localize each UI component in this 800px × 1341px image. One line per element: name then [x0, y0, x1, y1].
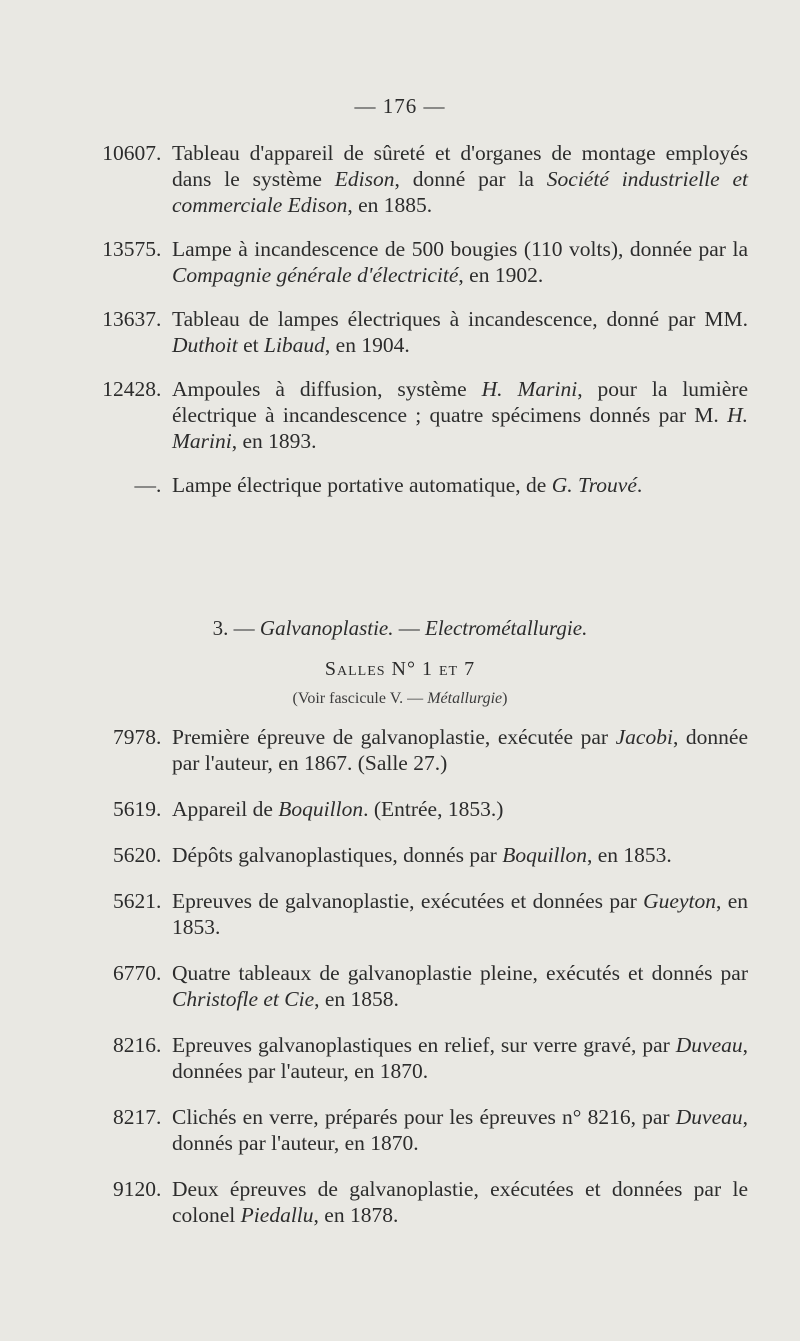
catalog-entry: [88, 472, 748, 498]
catalog-entry: [88, 1104, 748, 1156]
entry-text: Quatre tableaux de galvanoplastie pleine, exécutés et donnés par Christofle et Cie, en 1858.: [172, 961, 748, 1011]
entry-number: 12428: [102, 377, 156, 401]
entry-italic: Piedallu: [240, 1203, 314, 1227]
entry-italic: Boquillon: [278, 797, 364, 821]
catalog-entry: [88, 796, 748, 822]
entry-number: 7978: [113, 725, 156, 749]
entry-number: 9120: [113, 1177, 156, 1201]
entry-italic: H. Marini: [481, 377, 578, 401]
entry-list-upper: [88, 140, 748, 516]
catalog-entry: [88, 1032, 748, 1084]
catalog-entry: [88, 306, 748, 358]
entry-text: Clichés en verre, préparés pour les épreuves n° 8216, par Duveau, donnés par l'auteur, en 1870.: [172, 1105, 748, 1155]
page-number: — 176 —: [354, 94, 446, 118]
entry-number: —: [134, 473, 156, 497]
entry-number: 5620: [113, 843, 156, 867]
catalog-entry: [88, 888, 748, 940]
entry-number: 8217: [113, 1105, 156, 1129]
section-title-part1: Galvanoplastie.: [259, 616, 394, 640]
catalog-entry: [88, 236, 748, 288]
entry-separator: .: [156, 889, 162, 913]
entry-separator: .: [156, 377, 162, 401]
entry-italic: Duveau: [675, 1105, 743, 1129]
entry-italic: Christofle et Cie: [172, 987, 315, 1011]
entry-text: Dépôts galvanoplastiques, donnés par Boquillon, en 1853.: [172, 843, 672, 867]
entry-italic: Duthoit: [172, 333, 238, 357]
entry-separator: .: [156, 725, 162, 749]
hall-heading: Salles N° 1 et 7: [324, 658, 476, 680]
entry-number: 13575: [102, 237, 156, 261]
entry-separator: .: [156, 237, 162, 261]
entry-separator: .: [156, 141, 162, 165]
section-heading: [0, 616, 800, 641]
entry-text: Epreuves de galvanoplastie, exécutées et données par Gueyton, en 1853.: [172, 889, 748, 939]
entry-separator: .: [156, 797, 162, 821]
entry-text: Epreuves galvanoplastiques en relief, sur verre gravé, par Duveau, données par l'auteur, en 1870.: [172, 1033, 748, 1083]
section-title-part2: Electrométallurgie.: [425, 616, 588, 640]
entry-number: 13637: [102, 307, 156, 331]
entry-number: 8216: [113, 1033, 156, 1057]
catalog-entry: [88, 724, 748, 776]
entry-list-lower: [88, 724, 748, 1248]
entry-text: Tableau de lampes électriques à incandescence, donné par MM. Duthoit et Libaud, en 1904.: [172, 307, 748, 357]
entry-separator: .: [156, 843, 162, 867]
entry-italic: Duveau: [675, 1033, 743, 1057]
catalog-entry: [88, 376, 748, 454]
hall-note: (Voir fascicule V. — Métallurgie): [292, 690, 508, 707]
catalog-entry: [88, 960, 748, 1012]
entry-number: 5621: [113, 889, 156, 913]
entry-italic: H. Marini: [172, 403, 748, 453]
entry-italic: Boquillon: [502, 843, 588, 867]
entry-italic: Edison: [334, 167, 395, 191]
entry-text: Lampe électrique portative automatique, de G. Trouvé.: [172, 473, 643, 497]
entry-text: Ampoules à diffusion, système H. Marini, pour la lumière électrique à incandescence ; quatre spécimens donnés par M. H. Marini, en 1893.: [172, 377, 749, 453]
entry-text: Première épreuve de galvanoplastie, exécutée par Jacobi, donnée par l'auteur, en 1867. (Salle 27.): [172, 725, 748, 775]
entry-number: 10607: [102, 141, 156, 165]
entry-italic: Compagnie générale d'électricité: [172, 263, 459, 287]
entry-text: Deux épreuves de galvanoplastie, exécutées et données par le colonel Piedallu, en 1878.: [172, 1177, 748, 1227]
entry-italic: Libaud: [263, 333, 325, 357]
catalog-entry: [88, 140, 748, 218]
section-number: 3. —: [212, 616, 255, 640]
entry-italic: Société industrielle et commerciale Edison: [172, 167, 749, 217]
entry-separator: .: [156, 961, 162, 985]
entry-text: Tableau d'appareil de sûreté et d'organes de montage employés dans le système Edison, donné par la Société industrielle et commerciale Edison, en 1885.: [172, 141, 749, 217]
entry-separator: .: [156, 1105, 162, 1129]
entry-separator: .: [156, 1177, 162, 1201]
entry-number: 6770: [113, 961, 156, 985]
section-dash: —: [398, 616, 420, 640]
entry-text: Lampe à incandescence de 500 bougies (110 volts), donnée par la Compagnie générale d'électricité, en 1902.: [172, 237, 748, 287]
entry-number: 5619: [113, 797, 156, 821]
entry-text: Appareil de Boquillon. (Entrée, 1853.): [172, 797, 504, 821]
catalog-entry: [88, 1176, 748, 1228]
entry-separator: .: [156, 307, 162, 331]
entry-separator: .: [156, 473, 162, 497]
catalog-entry: [88, 842, 748, 868]
entry-italic: Jacobi: [615, 725, 673, 749]
entry-italic: Gueyton: [643, 889, 716, 913]
entry-italic: G. Trouvé: [551, 473, 637, 497]
entry-separator: .: [156, 1033, 162, 1057]
